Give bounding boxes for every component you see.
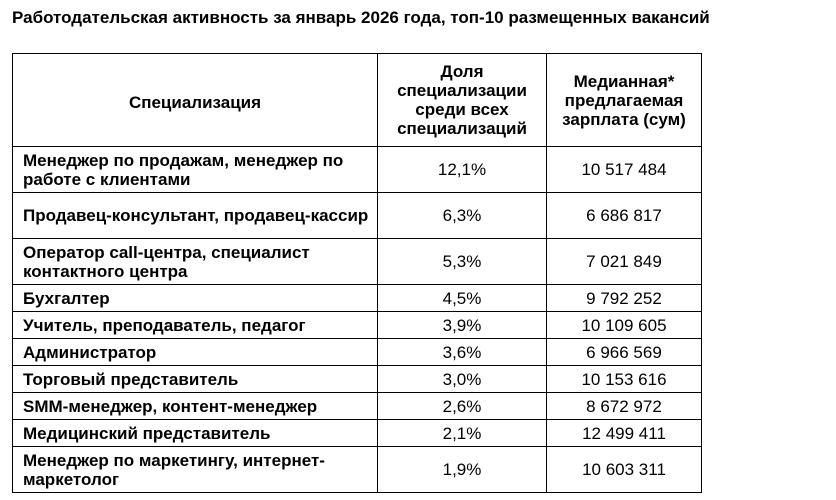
cell-salary: 12 499 411 (547, 420, 702, 447)
cell-salary: 10 603 311 (547, 447, 702, 493)
table-row (13, 339, 702, 366)
header-salary: Медианная* предлагаемая зарплата (сум) (547, 54, 702, 147)
table-row (13, 420, 702, 447)
cell-specialization: Продавец-консультант, продавец-кассир (13, 193, 378, 239)
cell-specialization: Менеджер по продажам, менеджер по работе с клиентами (13, 147, 378, 193)
vacancies-table (12, 53, 702, 493)
cell-salary: 10 109 605 (547, 312, 702, 339)
table-row (13, 193, 702, 239)
table-row (13, 147, 702, 193)
header-specialization: Специализация (13, 54, 378, 147)
cell-share: 3,6% (378, 339, 547, 366)
cell-share: 12,1% (378, 147, 547, 193)
cell-share: 2,1% (378, 420, 547, 447)
cell-share: 5,3% (378, 239, 547, 285)
cell-share: 2,6% (378, 393, 547, 420)
cell-share: 1,9% (378, 447, 547, 493)
table-header-row (13, 54, 702, 147)
header-share: Доля специализации среди всех специализаций (378, 54, 547, 147)
table-row (13, 239, 702, 285)
cell-specialization: Менеджер по маркетингу, интернет-маркетолог (13, 447, 378, 493)
table-row (13, 393, 702, 420)
cell-share: 3,9% (378, 312, 547, 339)
cell-specialization: Оператор call-центра, специалист контактного центра (13, 239, 378, 285)
cell-specialization: Администратор (13, 339, 378, 366)
document-title: Работодательская активность за январь 2026 года, топ-10 размещенных вакансий (12, 8, 710, 27)
cell-salary: 10 153 616 (547, 366, 702, 393)
table-row (13, 366, 702, 393)
cell-salary: 6 686 817 (547, 193, 702, 239)
table-row (13, 312, 702, 339)
cell-specialization: Учитель, преподаватель, педагог (13, 312, 378, 339)
table-row (13, 285, 702, 312)
cell-salary: 7 021 849 (547, 239, 702, 285)
cell-specialization: Торговый представитель (13, 366, 378, 393)
cell-share: 4,5% (378, 285, 547, 312)
cell-specialization: Бухгалтер (13, 285, 378, 312)
table-row (13, 447, 702, 493)
cell-salary: 8 672 972 (547, 393, 702, 420)
cell-share: 6,3% (378, 193, 547, 239)
cell-salary: 9 792 252 (547, 285, 702, 312)
cell-salary: 6 966 569 (547, 339, 702, 366)
cell-salary: 10 517 484 (547, 147, 702, 193)
cell-specialization: Медицинский представитель (13, 420, 378, 447)
cell-share: 3,0% (378, 366, 547, 393)
cell-specialization: SMM-менеджер, контент-менеджер (13, 393, 378, 420)
